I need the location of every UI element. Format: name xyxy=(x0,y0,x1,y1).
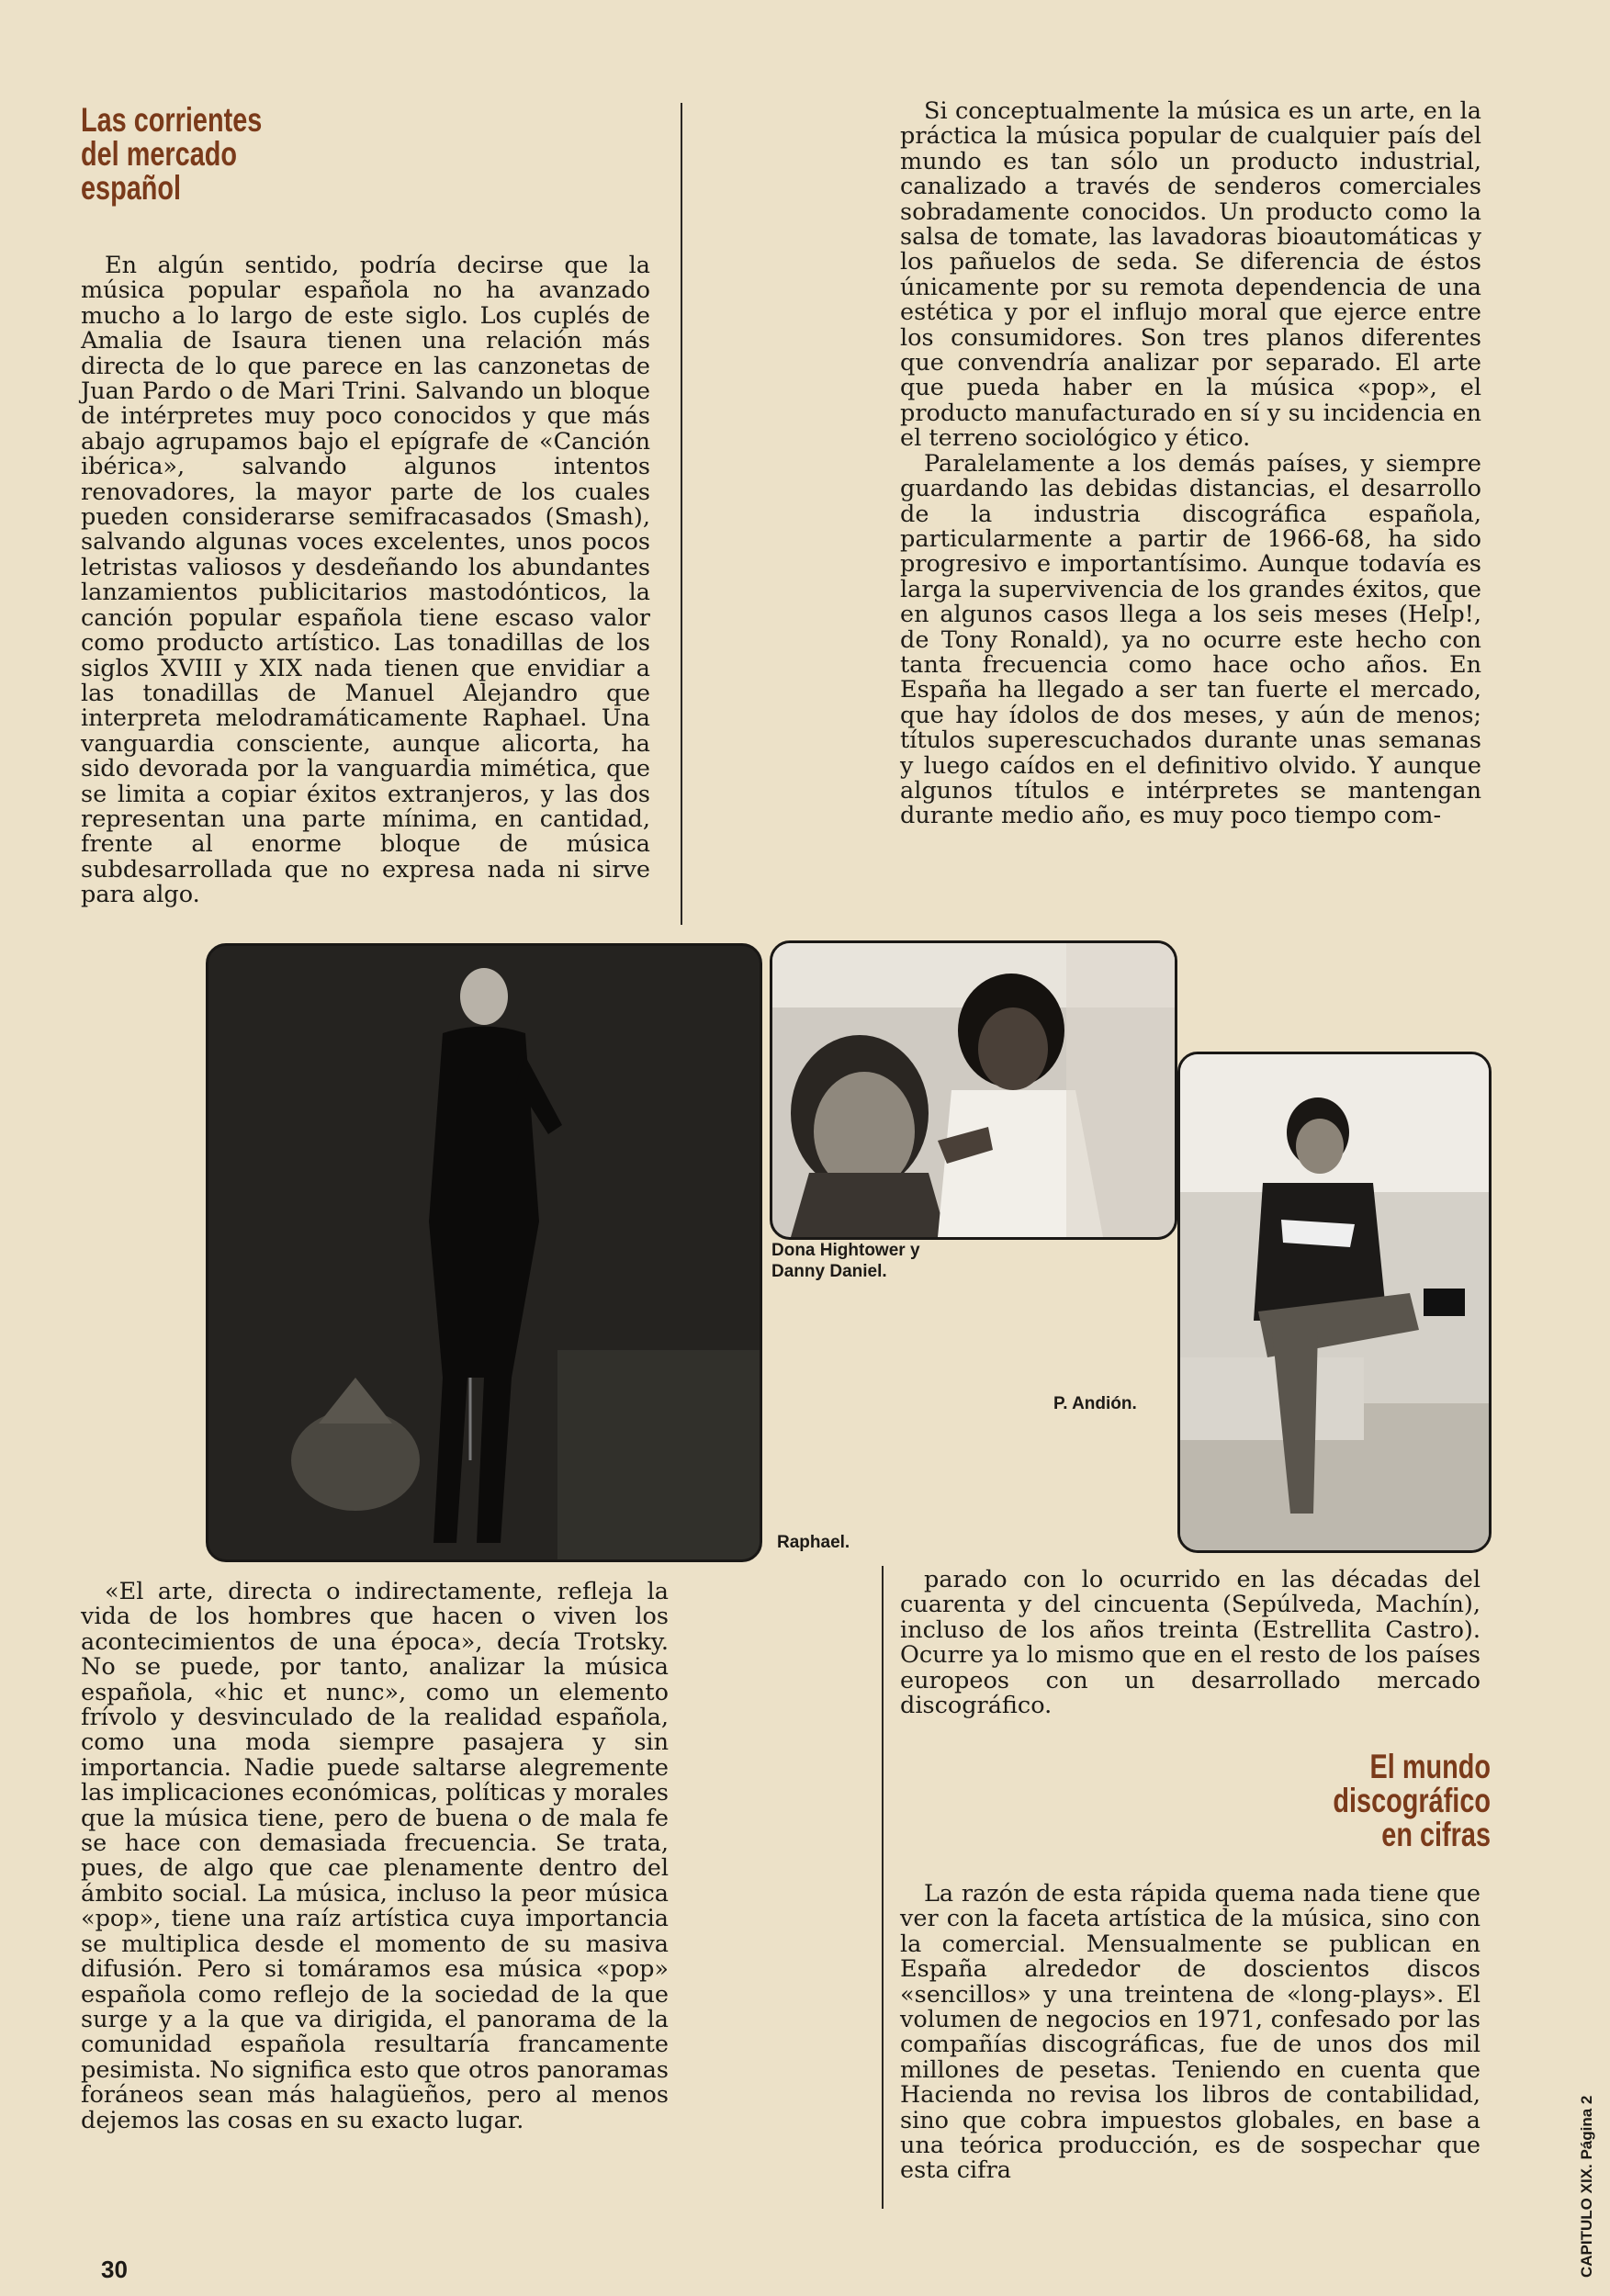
column-rule-bottom xyxy=(882,1566,884,2209)
column-1-bottom-text xyxy=(81,1580,669,2133)
caption-raphael: Raphael. xyxy=(777,1533,850,1552)
page-number: 30 xyxy=(101,2256,128,2283)
photo-raphael xyxy=(206,943,762,1562)
col2-top-paragraph: Si conceptualmente la música es un arte, en la práctica la música popular de cualquier país del mundo es tan sólo un producto industrial, canalizado a través de senderos comerciales sobradamente conocidos. Un producto como la salsa de tomate, las lavadoras bioautomáticas y los pañuelos de seda. Se diferencia de éstos únicamente por su remota dependencia de una estética y por el influjo moral que ejerce entre los consumidores. Son tres planos diferentes que convendría analizar por separado. El arte que pueda haber en la música «pop», el producto manufacturado en sí y su incidencia en el terreno sociológico y ético. xyxy=(900,97,1481,453)
column-1-top-text xyxy=(81,253,650,908)
caption-p-andion: P. Andión. xyxy=(1053,1394,1137,1413)
col1-bottom-paragraph: «El arte, directa o indirectamente, refleja la vida de los hombres que hacen o viven los acontecimientos de una época», decía Trotsky. No se puede, por tanto, analizar la música española, «hic et nunc», como un elemento frívolo y desvinculado de la realidad española, como una moda siempre pasajera y sin importancia. Nadie puede saltarse alegremente las implicaciones económicas, políticas y morales que la música tiene, pero de buena o de mala fe se hace con demasiada frecuencia. Se trata, pues, de algo que cae plenamente dentro del ámbito social. La música, incluso la peor música «pop», tiene una raíz artística cuya importancia se multiplica desde el momento de su masiva difusión. Pero si tomáramos esa música «pop» española como reflejo de la sociedad de la que surge y a la que va dirigida, el panorama de la comunidad española resultaría francamente pesimista. No significa esto que otros panoramas foráneos sean más halagüeños, pero al menos dejemos las cosas en su exacto lugar. xyxy=(81,1578,669,2134)
photo-p-andion-image xyxy=(1180,1054,1489,1550)
col1-top-paragraph: En algún sentido, podría decirse que la música popular española no ha avanzado mucho a lo largo de este siglo. Los cuplés de Amalia de Isaura tienen una relación más directa de lo que parece en las canzonetas de Juan Pardo o de Mari Trini. Salvando un bloque de intérpretes muy poco conocidos y que más abajo agrupamos bajo el epígrafe de «Canción ibérica», salvando algunos intentos renovadores, la mayor parte de los cuales pueden considerarse semifracasados (Smash), salvando algunas voces excelentes, unos pocos letristas valiosos y desdeñando los abundantes lanzamientos publicitarios mastodónticos, la canción popular española tiene escaso valor como producto artístico. Las tonadillas de los siglos XVIII y XIX nada tienen que envidiar a las tonadillas de Manuel Alejandro que interpreta melodramáticamente Raphael. Una vanguardia consciente, aunque alicorta, ha sido devorada por la vanguardia mimética, que se limita a copiar éxitos extranjeros, y las dos representan una parte mínima, en cantidad, frente al enorme bloque de música subdesarrollada que no expresa nada ni sirve para algo. xyxy=(81,252,650,909)
col2-bottom-paragraph: La razón de esta rápida quema nada tiene que ver con la faceta artística de la música, sino con la comercial. Mensualmente se publican en España alrededor de doscientos discos «sencillos» y una treintena de «long-plays». El volumen de negocios en 1971, confesado por las compañías discográficas, fue de unos dos mil millones de pesetas. Teniendo en cuenta que Hacienda no revisa los libros de contabilidad, sino que cobra impuestos globales, en base a una teórica producción, es de sospechar que esta cifra xyxy=(900,1880,1481,2185)
section-heading-corrientes: Las corrientes del mercado español xyxy=(81,101,263,207)
photo-raphael-image xyxy=(208,946,760,1559)
caption-dona-hightower-danny-daniel: Dona Hightower y Danny Daniel. xyxy=(771,1241,920,1281)
section-heading-mundo-discografico: El mundo discográfico en cifras xyxy=(1333,1748,1491,1853)
col2-mid-paragraph: parado con lo ocurrido en las décadas del cuarenta y del cincuenta (Sepúlveda, Machín), incluso de los años treinta (Estrellita Castro). Ocurre ya lo mismo que en el resto de los países europeos con un desarrollado mercado discográfico. xyxy=(900,1566,1481,1720)
photo-dona-hightower-danny-daniel-image xyxy=(772,943,1175,1237)
column-2-top-text xyxy=(900,99,1481,829)
photo-dona-hightower-danny-daniel xyxy=(770,940,1177,1240)
running-foot: CAPITULO XIX. Página 2 xyxy=(1578,2095,1595,2278)
col2-top-paragraph: Paralelamente a los demás países, y siempre guardando las debidas distancias, el desarrollo de la industria discográfica española, particularmente a partir de 1966-68, ha sido progresivo e importantísimo. Aunque todavía es larga la supervivencia de los grandes éxitos, que en algunos casos llega a los seis meses (Help!, de Tony Ronald), ya no ocurre este hecho con tanta frecuencia como hace ocho años. En España ha llegado a ser tan fuerte el mercado, que hay ídolos de dos meses, y aún de menos; títulos superescuchados durante unas semanas y luego caídos en el definitivo olvido. Y aunque algunos títulos e intérpretes se mantengan durante medio año, es muy poco tiempo com- xyxy=(900,449,1481,830)
photo-p-andion xyxy=(1177,1052,1492,1553)
column-2-middle-text xyxy=(900,1568,1481,1718)
column-rule-top xyxy=(681,103,682,925)
column-2-bottom-text xyxy=(900,1882,1481,2184)
